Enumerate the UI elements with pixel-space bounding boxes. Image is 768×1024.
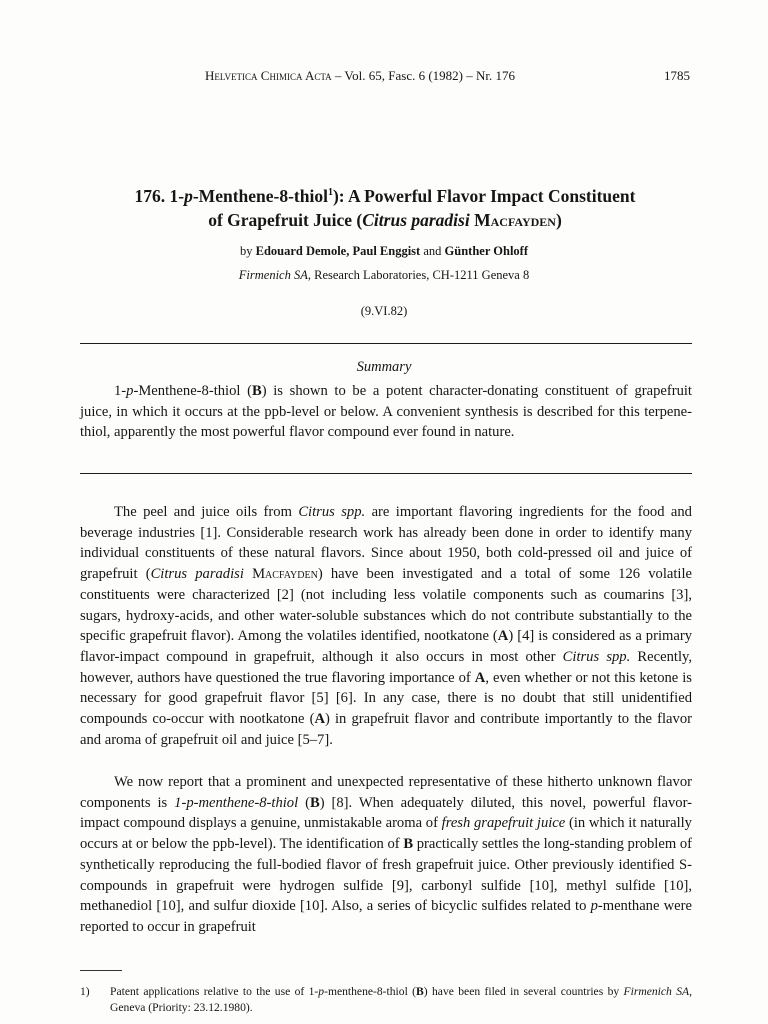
- footnote-ref[interactable]: 1: [327, 187, 333, 198]
- footnote-divider: [80, 970, 122, 971]
- footnote: [80, 984, 692, 1016]
- summary-text: 1-p-Menthene-8-thiol (B) is shown to be a potent character-donating constituent of grapefruit juice, in which it occurs at the ppb-level or below. A convenient synthesis is described for this terpene-thiol, apparently the most powerful flavor compound ever found in nature.: [80, 383, 692, 441]
- body-paragraph-2: We now report that a prominent and unexpected representative of these hitherto unknown flavor components is 1-p-menthene-8-thiol (B) [8]. When adequately diluted, this novel, powerful flavor-impact compound displays a genuine, unmistakable aroma of fresh grapefruit juice (in which it naturally occurs at or below the ppb-level). The identification of B practically settles the long-standing problem of synthetically reproducing the full-bodied flavor of fresh grapefruit juice. Other previously identified S-compounds in grapefruit were hydrogen sulfide [9], carbonyl sulfide [10], methyl sulfide [10], methanediol [10], and sulfur dioxide [10]. Also, a series of bicyclic sulfides related to p-menthane were reported to occur in grapefruit: [80, 774, 693, 935]
- affiliation: Firmenich SA, Research Laboratories, CH-1211 Geneva 8: [238, 268, 530, 282]
- journal-citation: Helvetica Chimica Acta – Vol. 65, Fasc. 6 (1982) – Nr. 176: [205, 68, 515, 83]
- body-paragraph-1: The peel and juice oils from Citrus spp. are important flavoring ingredients for the food and beverage industries [1]. Considerable research work has already been done in order to identify many individual constituents of these natural flavors. Since about 1950, both cold-pressed oil and juice of grapefruit (Citrus paradisi Macfayden) have been investigated and a total of some 126 volatile constituents were characterized [2] (not including less volatile components such as coumarins [3], sugars, hydroxy-acids, and other water-soluble substances which do not contribute substantially to the specific grapefruit flavor). Among the volatiles identified, nootkatone (A) [4] is considered as a primary flavor-impact compound in grapefruit, although it also occurs in most other Citrus spp. Recently, however, authors have questioned the true flavoring importance of A, even whether or not this ketone is necessary for good grapefruit flavor [5] [6]. In any case, there is no doubt that still unidentified compounds co-occur with nootkatone (A) in grapefruit flavor and contribute importantly to the flavor and aroma of grapefruit oil and juice [5–7].: [80, 504, 693, 748]
- article-title: 176. 1-p-Menthene-8-thiol$^1$): A Powerful Flavor Impact Constituent of Grapefruit Juice (Citrus paradisi Macfayden): [134, 185, 636, 230]
- divider-top: [80, 343, 692, 344]
- received-date: (9.VI.82): [360, 304, 408, 318]
- footnote-mark: 1): [80, 985, 90, 998]
- summary-heading: Summary: [356, 359, 412, 375]
- author-byline: by Edouard Demole, Paul Enggist and Günther Ohloff: [239, 244, 528, 258]
- divider-bottom: [80, 473, 692, 474]
- footnote-text: Patent applications relative to the use of 1-p-menthene-8-thiol (B) have been filed in several countries by Firmenich SA, Geneva (Priority: 23.12.1980).: [110, 985, 692, 1014]
- page-number: 1785: [664, 68, 690, 83]
